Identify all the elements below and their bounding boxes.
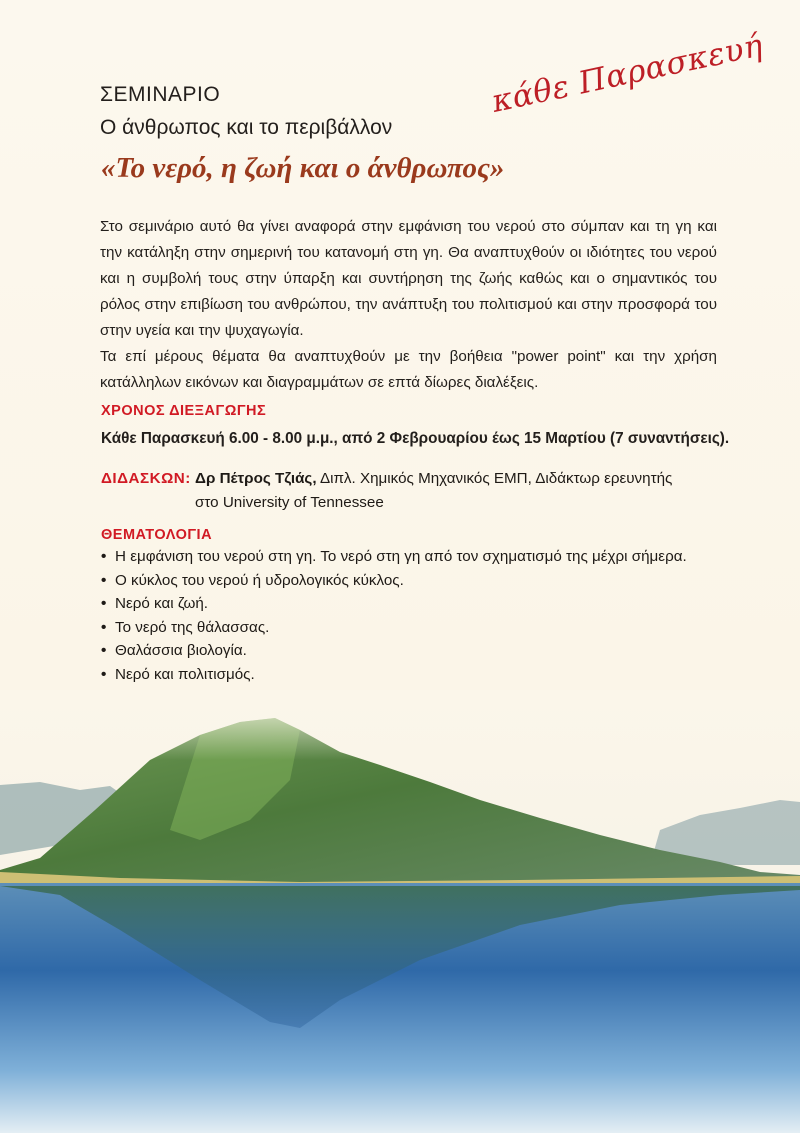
- instructor-credentials: Διπλ. Χημικός Μηχανικός ΕΜΠ, Διδάκτωρ ερευνητής: [319, 470, 673, 487]
- seminar-title: «Το νερό, η ζωή και ο άνθρωπος»: [101, 152, 505, 184]
- topics-heading: ΘΕΜΑΤΟΛΟΓΙΑ: [101, 527, 213, 543]
- instructor-block: [101, 467, 721, 515]
- schedule-heading: ΧΡΟΝΟΣ ΔΙΕΞΑΓΩΓΗΣ: [101, 403, 267, 419]
- list-item: • Νερό και πολιτισμός.: [101, 663, 687, 687]
- list-item: • Θαλάσσια βιολογία.: [101, 639, 687, 663]
- list-item: • Η εμφάνιση του νερού στη γη. Το νερό στη γη από τον σχηματισμό της μέχρι σήμερα.: [101, 545, 687, 569]
- every-friday-banner: κάθε Παρασκευή: [488, 27, 767, 120]
- instructor-affiliation: στο University of Tennessee: [195, 494, 384, 511]
- instructor-name: Δρ Πέτρος Τζιάς,: [195, 470, 317, 487]
- intro-paragraph: Στο σεμινάριο αυτό θα γίνει αναφορά στην εμφάνιση του νερού στο σύμπαν και τη γη και την κατάληξη στην σημερινή του κατανομή στη γη. Θα αναπτυχθούν οι ιδιότητες του νερού και η συμβολή τους στην ύπαρξη και συντήρηση της ζωής καθώς και ο σημαντικός του ρόλος στην επιβίωση του ανθρώπου, την ανάπτυξη του πολιτισμού και στην προσφορά του στην υγεία και την ψυχαγωγία.: [100, 218, 717, 339]
- seminar-label: ΣΕΜΙΝΑΡΙΟ: [100, 83, 221, 106]
- list-item: • Ο κύκλος του νερού ή υδρολογικός κύκλος.: [101, 569, 687, 593]
- schedule-text: Κάθε Παρασκευή 6.00 - 8.00 μ.μ., από 2 Φεβρουαρίου έως 15 Μαρτίου (7 συναντήσεις).: [101, 430, 730, 447]
- seminar-subtitle: Ο άνθρωπος και το περιβάλλον: [100, 116, 393, 139]
- list-item: • Νερό και ζωή.: [101, 592, 687, 616]
- details-paragraph: Τα επί μέρους θέματα θα αναπτυχθούν με την βοήθεια "power point" και την χρήση κατάλληλων εικόνων και διαγραμμάτων σε επτά δίωρες διαλέξεις.: [100, 348, 717, 391]
- list-item: • Το νερό της θάλασσας.: [101, 616, 687, 640]
- instructor-label: ΔΙΔΑΣΚΩΝ:: [101, 470, 191, 487]
- topics-list: [101, 545, 687, 710]
- mountain-lake-image: [0, 690, 800, 1133]
